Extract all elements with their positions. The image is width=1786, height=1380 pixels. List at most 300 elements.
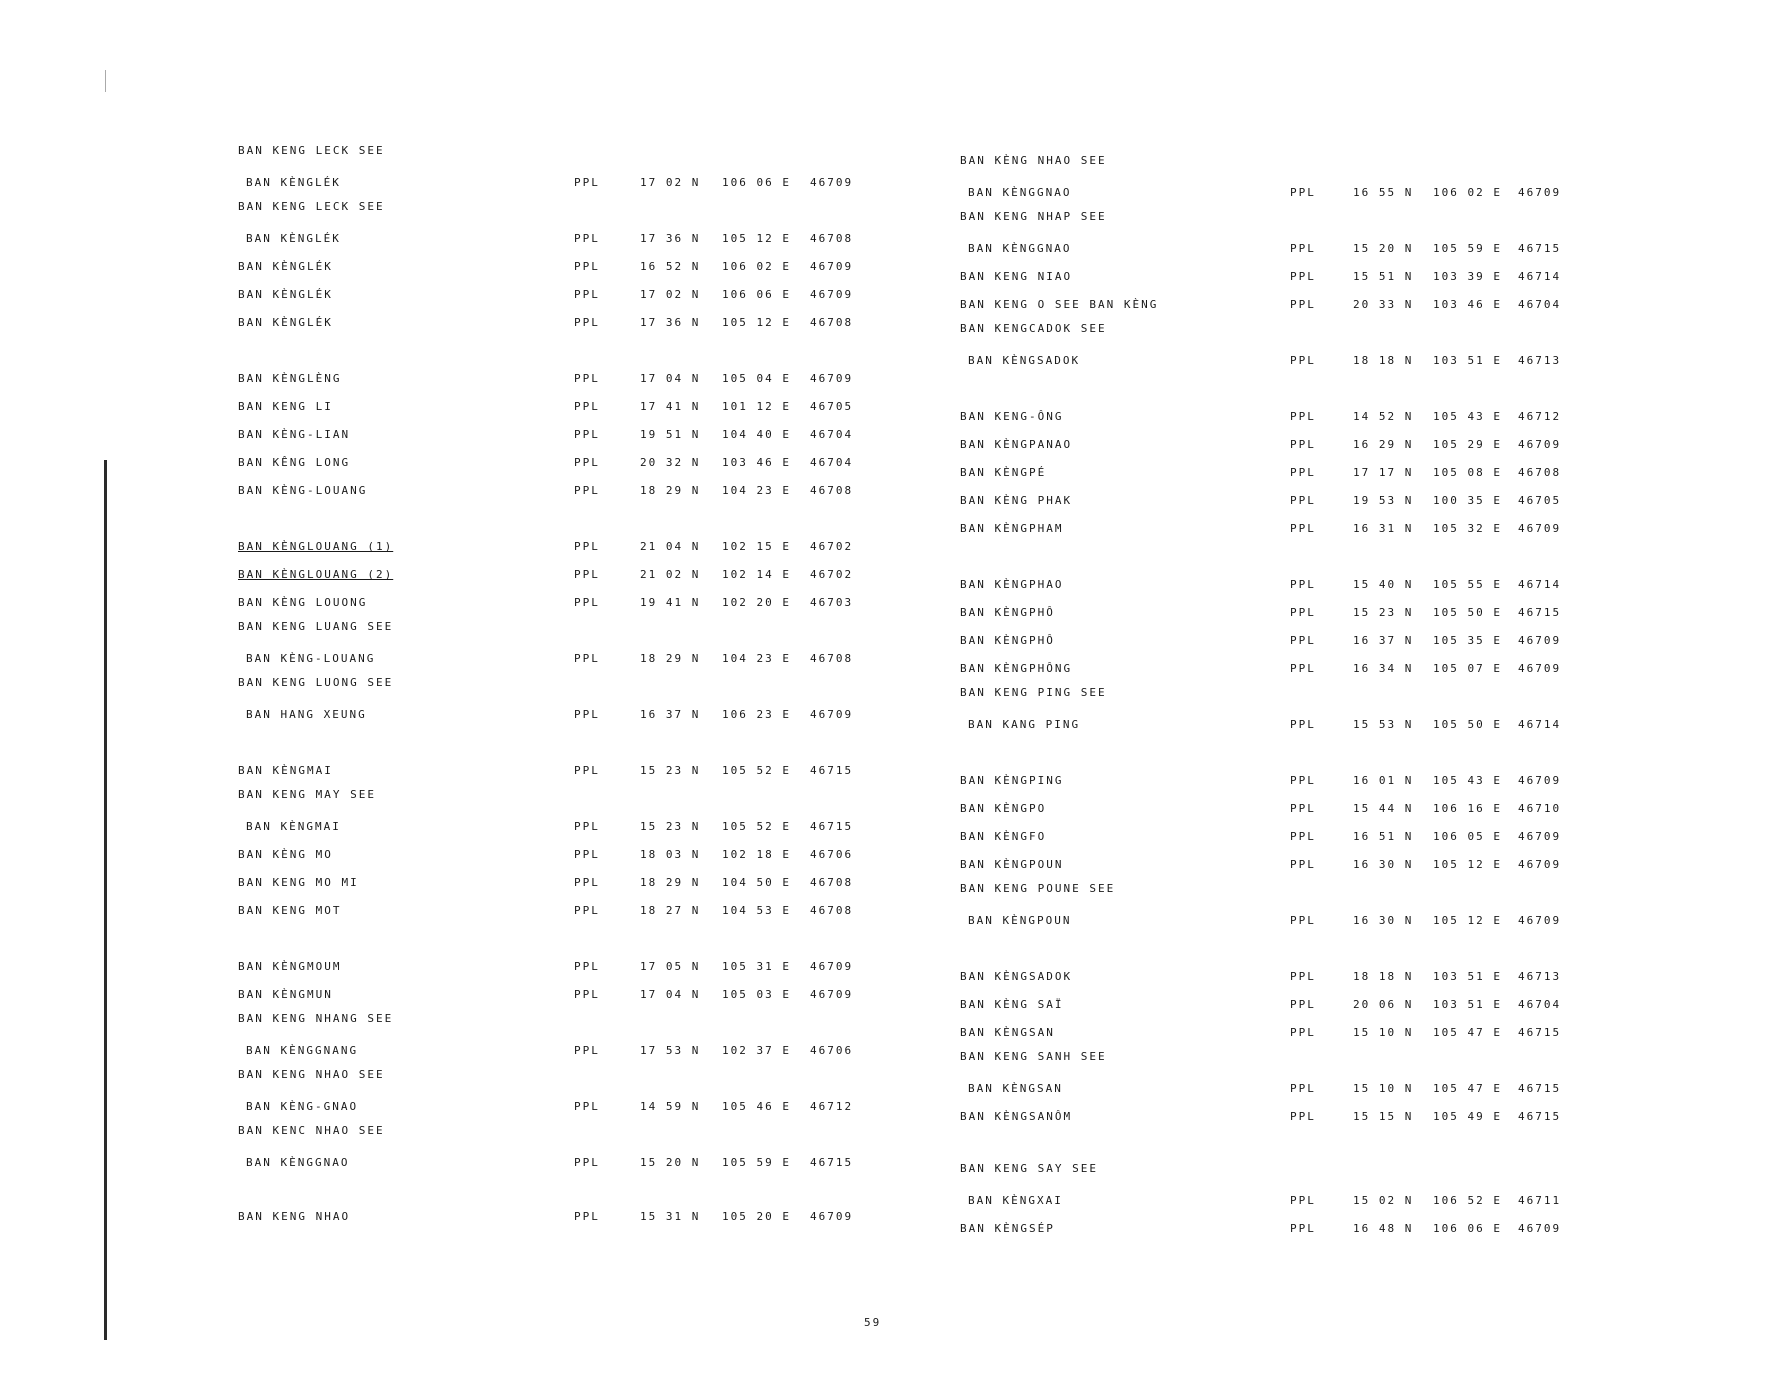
entry-name: BAN KENG MO MI	[238, 876, 359, 889]
entry-sheet-code: 46706	[810, 848, 854, 861]
entry-longitude: 106 52 E	[1433, 1194, 1502, 1207]
gazetteer-entry	[960, 774, 1620, 790]
entry-sheet-code: 46709	[810, 988, 854, 1001]
entry-sheet-code: 46715	[810, 764, 854, 777]
entry-sheet-code: 46708	[810, 904, 854, 917]
gazetteer-entry	[960, 718, 1620, 734]
entry-longitude: 105 12 E	[722, 316, 791, 329]
entry-longitude: 105 07 E	[1433, 662, 1502, 675]
entry-latitude: 19 51 N	[640, 428, 701, 441]
entry-sheet-code: 46703	[810, 596, 854, 609]
entry-longitude: 105 08 E	[1433, 466, 1502, 479]
gazetteer-entry	[238, 788, 898, 808]
entry-latitude: 15 23 N	[640, 820, 701, 833]
gazetteer-entry	[238, 288, 898, 304]
entry-name: BAN KENG NHAO SEE	[238, 1068, 385, 1081]
entry-latitude: 19 41 N	[640, 596, 701, 609]
entry-class: PPL	[574, 568, 600, 581]
gazetteer-entry	[960, 634, 1620, 650]
entry-longitude: 106 02 E	[722, 260, 791, 273]
entry-longitude: 104 23 E	[722, 652, 791, 665]
gazetteer-entry	[238, 372, 898, 388]
entry-class: PPL	[574, 176, 600, 189]
entry-name: BAN KÈNG NHAO SEE	[960, 154, 1107, 167]
entry-latitude: 18 18 N	[1353, 354, 1414, 367]
entry-class: PPL	[1290, 970, 1316, 983]
gazetteer-entry	[960, 830, 1620, 846]
entry-name: BAN KÈNGPOUN	[960, 858, 1064, 871]
entry-name: BAN KÈNGLÉK	[246, 232, 341, 245]
gazetteer-entry	[238, 960, 898, 976]
entry-class: PPL	[574, 456, 600, 469]
entry-name: BAN KÈNGLÈNG	[238, 372, 342, 385]
entry-sheet-code: 46709	[810, 1210, 854, 1223]
entry-longitude: 105 47 E	[1433, 1082, 1502, 1095]
entry-longitude: 105 04 E	[722, 372, 791, 385]
entry-latitude: 15 44 N	[1353, 802, 1414, 815]
gazetteer-entry	[960, 186, 1620, 202]
entry-longitude: 106 23 E	[722, 708, 791, 721]
entry-name: BAN KENG-ÔNG	[960, 410, 1064, 423]
entry-latitude: 18 03 N	[640, 848, 701, 861]
gazetteer-entry	[238, 708, 898, 724]
entry-name: BAN KÈNGLOUANG (1)	[238, 540, 394, 553]
gazetteer-entry	[960, 578, 1620, 594]
entry-name: BAN KÈNGLÉK	[238, 288, 333, 301]
entry-latitude: 15 10 N	[1353, 1026, 1414, 1039]
entry-longitude: 105 12 E	[1433, 858, 1502, 871]
entry-class: PPL	[574, 1100, 600, 1113]
entry-class: PPL	[574, 316, 600, 329]
gazetteer-entry	[960, 1026, 1620, 1042]
entry-sheet-code: 46709	[810, 288, 854, 301]
entry-sheet-code: 46708	[810, 876, 854, 889]
entry-class: PPL	[1290, 606, 1316, 619]
entry-longitude: 105 59 E	[722, 1156, 791, 1169]
entry-name: BAN KENG NHANG SEE	[238, 1012, 394, 1025]
entry-longitude: 105 59 E	[1433, 242, 1502, 255]
entry-class: PPL	[574, 1044, 600, 1057]
entry-latitude: 20 06 N	[1353, 998, 1414, 1011]
entry-sheet-code: 46708	[810, 232, 854, 245]
entry-sheet-code: 46710	[1518, 802, 1562, 815]
gazetteer-entry	[960, 1110, 1620, 1126]
entry-sheet-code: 46715	[1518, 606, 1562, 619]
entry-longitude: 103 39 E	[1433, 270, 1502, 283]
entry-latitude: 18 18 N	[1353, 970, 1414, 983]
entry-class: PPL	[1290, 718, 1316, 731]
entry-class: PPL	[574, 1156, 600, 1169]
gazetteer-entry	[960, 154, 1620, 174]
entry-name: BAN KÈNGPHAM	[960, 522, 1064, 535]
gazetteer-entry	[960, 662, 1620, 678]
entry-longitude: 105 47 E	[1433, 1026, 1502, 1039]
entry-name: BAN KÈNG-LOUANG	[238, 484, 368, 497]
entry-longitude: 102 20 E	[722, 596, 791, 609]
entry-class: PPL	[1290, 802, 1316, 815]
gazetteer-entry	[238, 1100, 898, 1116]
entry-class: PPL	[1290, 354, 1316, 367]
gazetteer-entry	[238, 232, 898, 248]
gazetteer-entry	[238, 568, 898, 584]
entry-sheet-code: 46709	[1518, 186, 1562, 199]
entry-longitude: 105 12 E	[1433, 914, 1502, 927]
gazetteer-entry	[960, 466, 1620, 482]
gazetteer-entry	[960, 438, 1620, 454]
entry-name: BAN KÈNGGNANG	[246, 1044, 359, 1057]
gazetteer-entry	[960, 410, 1620, 426]
entry-name: BAN KÈNGMOUM	[238, 960, 342, 973]
entry-name: BAN KÈNGPHÔ	[960, 606, 1055, 619]
entry-longitude: 105 35 E	[1433, 634, 1502, 647]
entry-sheet-code: 46715	[1518, 1026, 1562, 1039]
entry-class: PPL	[574, 652, 600, 665]
entry-longitude: 105 12 E	[722, 232, 791, 245]
entry-name: BAN KENG LECK SEE	[238, 200, 385, 213]
entry-longitude: 105 50 E	[1433, 606, 1502, 619]
gazetteer-entry	[960, 354, 1620, 370]
entry-name: BAN KENG NHAO	[238, 1210, 351, 1223]
entry-name: BAN KÈNGSADOK	[960, 970, 1073, 983]
binding-edge	[104, 460, 107, 1340]
entry-class: PPL	[1290, 438, 1316, 451]
entry-class: PPL	[574, 540, 600, 553]
gazetteer-entry	[960, 1222, 1620, 1238]
entry-sheet-code: 46713	[1518, 354, 1562, 367]
gazetteer-entry	[960, 858, 1620, 874]
gazetteer-entry	[238, 904, 898, 920]
gazetteer-entry	[960, 210, 1620, 230]
entry-latitude: 15 20 N	[1353, 242, 1414, 255]
gazetteer-entry	[238, 876, 898, 892]
entry-latitude: 16 34 N	[1353, 662, 1414, 675]
entry-sheet-code: 46711	[1518, 1194, 1562, 1207]
entry-latitude: 17 41 N	[640, 400, 701, 413]
entry-sheet-code: 46712	[1518, 410, 1562, 423]
gazetteer-entry	[960, 1082, 1620, 1098]
gazetteer-entry	[238, 1156, 898, 1172]
entry-latitude: 16 30 N	[1353, 858, 1414, 871]
entry-sheet-code: 46706	[810, 1044, 854, 1057]
entry-name: BAN KÈNGPOUN	[968, 914, 1072, 927]
entry-name: BAN KÈNGPING	[960, 774, 1064, 787]
entry-class: PPL	[1290, 914, 1316, 927]
entry-longitude: 104 53 E	[722, 904, 791, 917]
entry-class: PPL	[1290, 1194, 1316, 1207]
entry-sheet-code: 46709	[1518, 914, 1562, 927]
entry-sheet-code: 46709	[1518, 774, 1562, 787]
entry-sheet-code: 46708	[810, 652, 854, 665]
entry-name: BAN KENG LUONG SEE	[238, 676, 394, 689]
entry-longitude: 103 51 E	[1433, 970, 1502, 983]
entry-name: BAN HANG XEUNG	[246, 708, 367, 721]
entry-longitude: 105 29 E	[1433, 438, 1502, 451]
entry-name: BAN KÈNGFO	[960, 830, 1047, 843]
entry-class: PPL	[1290, 1110, 1316, 1123]
entry-class: PPL	[574, 988, 600, 1001]
entry-latitude: 18 27 N	[640, 904, 701, 917]
entry-longitude: 102 18 E	[722, 848, 791, 861]
entry-sheet-code: 46715	[1518, 1110, 1562, 1123]
entry-class: PPL	[574, 288, 600, 301]
entry-name: BAN KÈNGMUN	[238, 988, 333, 1001]
entry-longitude: 102 14 E	[722, 568, 791, 581]
entry-name: BAN KENG MOT	[238, 904, 342, 917]
entry-longitude: 105 03 E	[722, 988, 791, 1001]
entry-latitude: 17 04 N	[640, 988, 701, 1001]
entry-latitude: 17 04 N	[640, 372, 701, 385]
gazetteer-entry	[960, 606, 1620, 622]
entry-latitude: 17 53 N	[640, 1044, 701, 1057]
entry-sheet-code: 46708	[1518, 466, 1562, 479]
entry-sheet-code: 46709	[1518, 830, 1562, 843]
entry-latitude: 15 31 N	[640, 1210, 701, 1223]
entry-class: PPL	[574, 400, 600, 413]
entry-name: BAN KÈNGSÉP	[960, 1222, 1055, 1235]
entry-latitude: 16 01 N	[1353, 774, 1414, 787]
gazetteer-entry	[238, 848, 898, 864]
gazetteer-entry	[960, 998, 1620, 1014]
gazetteer-entry	[238, 260, 898, 276]
entry-name: BAN KENG LECK SEE	[238, 144, 385, 157]
entry-name: BAN KÈNGLÉK	[246, 176, 341, 189]
entry-class: PPL	[574, 484, 600, 497]
entry-longitude: 104 40 E	[722, 428, 791, 441]
gazetteer-entry	[238, 676, 898, 696]
entry-name: BAN KENG SANH SEE	[960, 1050, 1107, 1063]
entry-sheet-code: 46704	[1518, 298, 1562, 311]
entry-sheet-code: 46709	[1518, 662, 1562, 675]
entry-latitude: 16 55 N	[1353, 186, 1414, 199]
entry-latitude: 16 37 N	[640, 708, 701, 721]
gazetteer-entry	[960, 1194, 1620, 1210]
entry-class: PPL	[574, 848, 600, 861]
entry-latitude: 16 30 N	[1353, 914, 1414, 927]
entry-longitude: 105 32 E	[1433, 522, 1502, 535]
entry-class: PPL	[1290, 1222, 1316, 1235]
entry-class: PPL	[574, 428, 600, 441]
gazetteer-entry	[238, 1210, 898, 1226]
entry-latitude: 20 33 N	[1353, 298, 1414, 311]
entry-longitude: 103 51 E	[1433, 354, 1502, 367]
entry-latitude: 16 37 N	[1353, 634, 1414, 647]
gazetteer-entry	[238, 1124, 898, 1144]
entry-name: BAN KENGCADOK SEE	[960, 322, 1107, 335]
entry-longitude: 103 46 E	[1433, 298, 1502, 311]
entry-name: BAN KÈNGPHAO	[960, 578, 1064, 591]
entry-class: PPL	[1290, 186, 1316, 199]
entry-class: PPL	[1290, 1026, 1316, 1039]
gazetteer-entry	[238, 596, 898, 612]
gazetteer-entry	[238, 1068, 898, 1088]
entry-class: PPL	[1290, 494, 1316, 507]
gazetteer-entry	[238, 1012, 898, 1032]
entry-name: BAN KÈNGLÉK	[238, 316, 333, 329]
entry-latitude: 15 10 N	[1353, 1082, 1414, 1095]
entry-longitude: 100 35 E	[1433, 494, 1502, 507]
page-number: 59	[864, 1316, 882, 1329]
entry-name: BAN KÈNG-LOUANG	[246, 652, 376, 665]
entry-name: BAN KÈNGSADOK	[968, 354, 1081, 367]
gazetteer-entry	[960, 914, 1620, 930]
entry-name: BAN KÈNGLÉK	[238, 260, 333, 273]
entry-name: BAN KÈNG SAÏ	[960, 998, 1064, 1011]
entry-name: BAN KÈNGPANAO	[960, 438, 1073, 451]
entry-name: BAN KÈNGMAI	[246, 820, 341, 833]
entry-sheet-code: 46709	[1518, 1222, 1562, 1235]
entry-latitude: 21 04 N	[640, 540, 701, 553]
entry-class: PPL	[1290, 1082, 1316, 1095]
entry-name: BAN KÈNG LOUONG	[238, 596, 368, 609]
entry-name: BAN KÈNGLOUANG (2)	[238, 568, 394, 581]
entry-sheet-code: 46709	[810, 176, 854, 189]
entry-longitude: 105 46 E	[722, 1100, 791, 1113]
entry-sheet-code: 46702	[810, 568, 854, 581]
entry-latitude: 19 53 N	[1353, 494, 1414, 507]
entry-longitude: 105 43 E	[1433, 410, 1502, 423]
entry-longitude: 104 23 E	[722, 484, 791, 497]
entry-class: PPL	[574, 232, 600, 245]
entry-longitude: 105 20 E	[722, 1210, 791, 1223]
entry-class: PPL	[1290, 830, 1316, 843]
entry-latitude: 17 02 N	[640, 176, 701, 189]
entry-longitude: 105 49 E	[1433, 1110, 1502, 1123]
gazetteer-entry	[238, 176, 898, 192]
entry-name: BAN KENG NIAO	[960, 270, 1073, 283]
entry-latitude: 17 36 N	[640, 316, 701, 329]
entry-latitude: 15 51 N	[1353, 270, 1414, 283]
entry-name: BAN KÈNG-GNAO	[246, 1100, 359, 1113]
entry-longitude: 106 06 E	[1433, 1222, 1502, 1235]
gazetteer-entry	[960, 270, 1620, 286]
entry-longitude: 106 06 E	[722, 288, 791, 301]
gazetteer-entry	[238, 820, 898, 836]
entry-class: PPL	[574, 708, 600, 721]
entry-sheet-code: 46709	[1518, 858, 1562, 871]
entry-sheet-code: 46704	[1518, 998, 1562, 1011]
entry-sheet-code: 46713	[1518, 970, 1562, 983]
entry-latitude: 15 23 N	[640, 764, 701, 777]
entry-name: BAN KÈNGSAN	[968, 1082, 1063, 1095]
entry-sheet-code: 46714	[1518, 270, 1562, 283]
entry-longitude: 102 15 E	[722, 540, 791, 553]
entry-longitude: 104 50 E	[722, 876, 791, 889]
entry-class: PPL	[574, 372, 600, 385]
entry-longitude: 102 37 E	[722, 1044, 791, 1057]
entry-name: BAN KÈNGSANÔM	[960, 1110, 1073, 1123]
entry-name: BAN KÈNGMAI	[238, 764, 333, 777]
entry-class: PPL	[574, 596, 600, 609]
entry-name: BAN KENG MAY SEE	[238, 788, 376, 801]
entry-longitude: 101 12 E	[722, 400, 791, 413]
entry-sheet-code: 46714	[1518, 578, 1562, 591]
entry-name: BAN KÈNGPO	[960, 802, 1047, 815]
entry-longitude: 105 52 E	[722, 764, 791, 777]
entry-latitude: 18 29 N	[640, 484, 701, 497]
gazetteer-entry	[960, 1050, 1620, 1070]
entry-latitude: 15 53 N	[1353, 718, 1414, 731]
entry-name: BAN KÈNGGNAO	[968, 186, 1072, 199]
entry-sheet-code: 46709	[1518, 634, 1562, 647]
entry-class: PPL	[574, 764, 600, 777]
entry-name: BAN KENG POUNE SEE	[960, 882, 1116, 895]
entry-longitude: 106 02 E	[1433, 186, 1502, 199]
entry-class: PPL	[1290, 242, 1316, 255]
entry-sheet-code: 46714	[1518, 718, 1562, 731]
entry-latitude: 15 20 N	[640, 1156, 701, 1169]
gazetteer-entry	[238, 400, 898, 416]
entry-class: PPL	[1290, 774, 1316, 787]
entry-name: BAN KÈNGPHÔNG	[960, 662, 1073, 675]
left-column	[238, 0, 898, 1300]
entry-class: PPL	[574, 1210, 600, 1223]
entry-latitude: 20 32 N	[640, 456, 701, 469]
entry-longitude: 105 43 E	[1433, 774, 1502, 787]
entry-latitude: 16 48 N	[1353, 1222, 1414, 1235]
entry-sheet-code: 46712	[810, 1100, 854, 1113]
entry-longitude: 103 51 E	[1433, 998, 1502, 1011]
gazetteer-entry	[960, 802, 1620, 818]
entry-sheet-code: 46715	[810, 820, 854, 833]
gazetteer-entry	[238, 1044, 898, 1060]
entry-longitude: 106 16 E	[1433, 802, 1502, 815]
entry-name: BAN KÈNGPHÔ	[960, 634, 1055, 647]
entry-class: PPL	[574, 260, 600, 273]
gazetteer-entry	[238, 620, 898, 640]
entry-sheet-code: 46708	[810, 484, 854, 497]
entry-latitude: 15 40 N	[1353, 578, 1414, 591]
entry-latitude: 15 23 N	[1353, 606, 1414, 619]
entry-sheet-code: 46704	[810, 456, 854, 469]
entry-class: PPL	[1290, 410, 1316, 423]
entry-longitude: 106 05 E	[1433, 830, 1502, 843]
entry-name: BAN KÈNG MO	[238, 848, 333, 861]
entry-latitude: 14 59 N	[640, 1100, 701, 1113]
gazetteer-entry	[238, 428, 898, 444]
entry-name: BAN KÊNG LONG	[238, 456, 351, 469]
entry-name: BAN KENG O SEE BAN KÈNG	[960, 298, 1159, 311]
entry-name: BAN KENG LUANG SEE	[238, 620, 394, 633]
entry-sheet-code: 46708	[810, 316, 854, 329]
entry-name: BAN KENG NHAP SEE	[960, 210, 1107, 223]
entry-name: BAN KÈNGXAI	[968, 1194, 1063, 1207]
gazetteer-entry	[960, 322, 1620, 342]
entry-name: BAN KENG PING SEE	[960, 686, 1107, 699]
entry-sheet-code: 46709	[810, 960, 854, 973]
entry-latitude: 17 36 N	[640, 232, 701, 245]
entry-name: BAN KÈNGGNAO	[968, 242, 1072, 255]
gazetteer-entry	[960, 1162, 1620, 1182]
binding-mark	[105, 70, 106, 92]
entry-class: PPL	[1290, 298, 1316, 311]
entry-longitude: 105 50 E	[1433, 718, 1502, 731]
entry-sheet-code: 46702	[810, 540, 854, 553]
entry-sheet-code: 46715	[1518, 1082, 1562, 1095]
entry-class: PPL	[1290, 466, 1316, 479]
entry-longitude: 105 55 E	[1433, 578, 1502, 591]
entry-latitude: 16 29 N	[1353, 438, 1414, 451]
entry-name: BAN KENC NHAO SEE	[238, 1124, 385, 1137]
entry-class: PPL	[1290, 578, 1316, 591]
gazetteer-entry	[960, 970, 1620, 986]
entry-name: BAN KÈNG PHAK	[960, 494, 1073, 507]
gazetteer-entry	[960, 522, 1620, 538]
gazetteer-entry	[960, 882, 1620, 902]
entry-name: BAN KÈNGPÉ	[960, 466, 1047, 479]
entry-latitude: 21 02 N	[640, 568, 701, 581]
gazetteer-entry	[238, 316, 898, 332]
gazetteer-entry	[960, 494, 1620, 510]
